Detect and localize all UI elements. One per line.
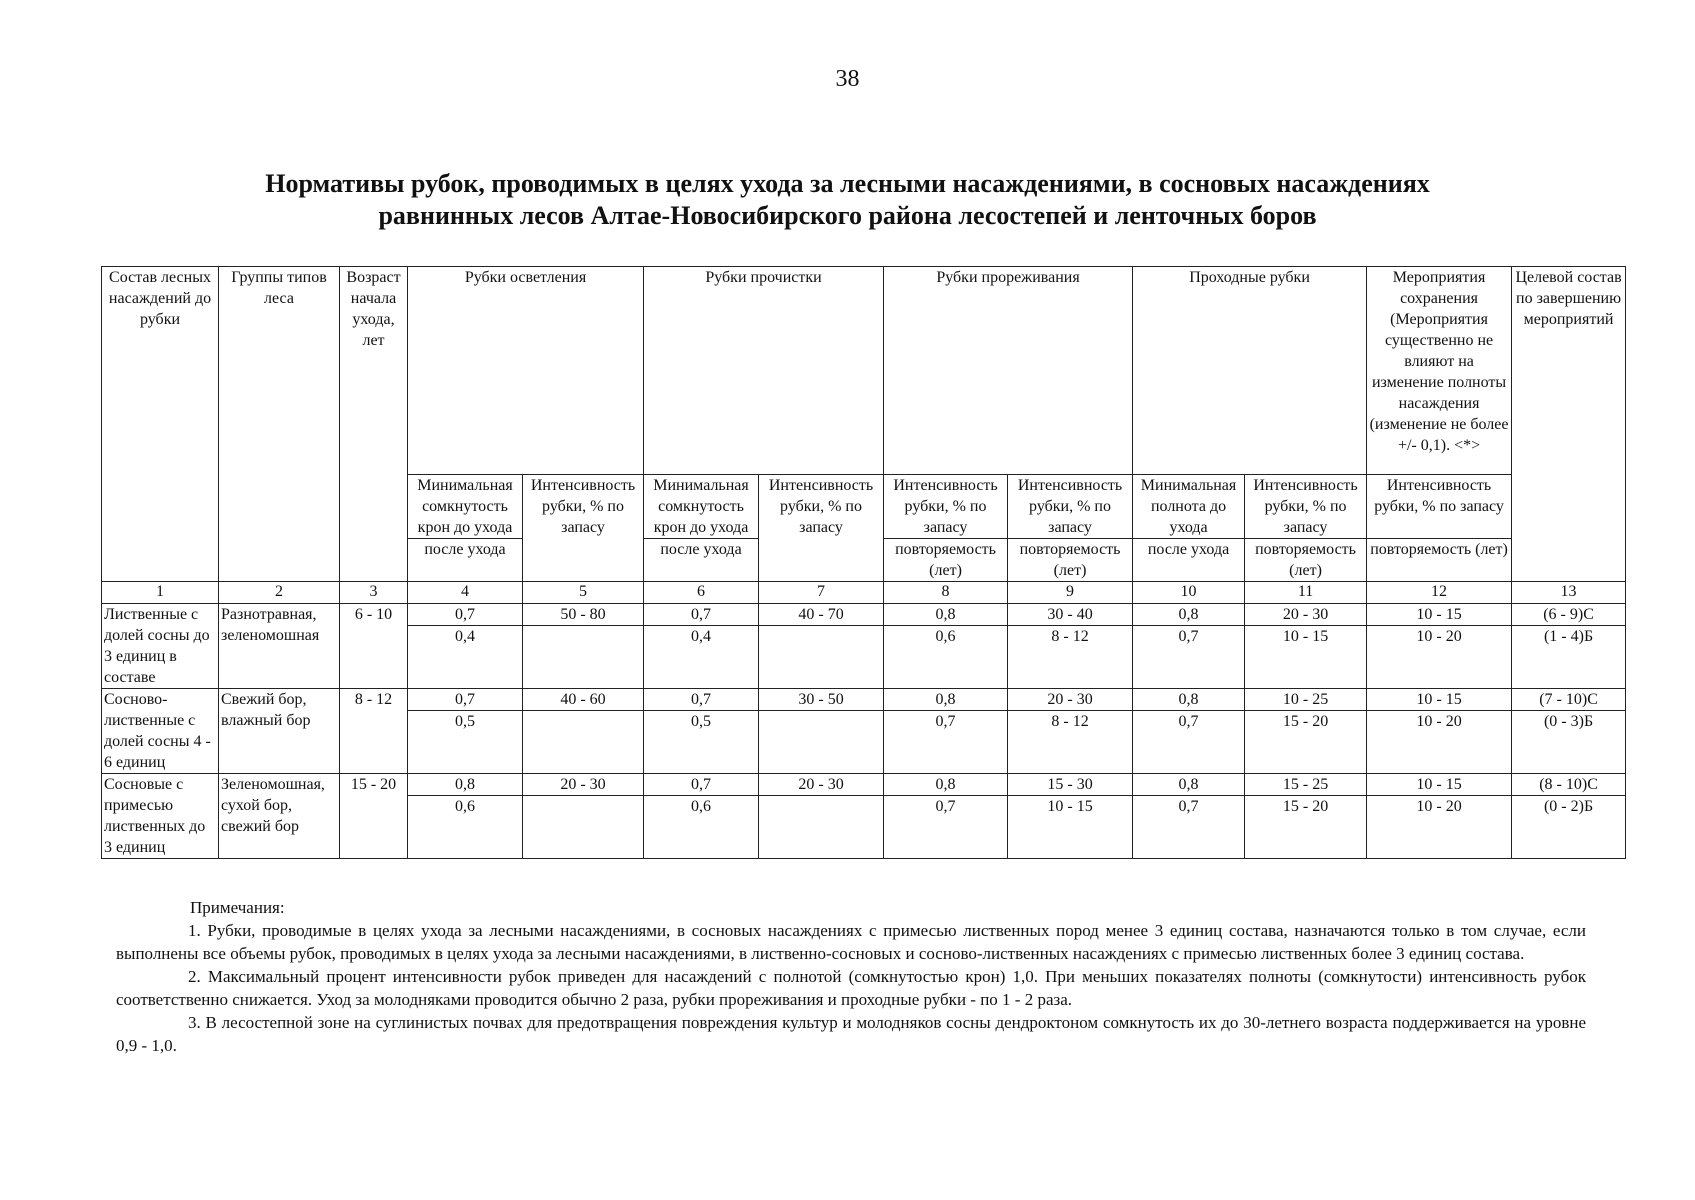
value-cell: 30 - 40 bbox=[1008, 604, 1133, 626]
value-cell: 15 - 25 bbox=[1245, 774, 1367, 796]
header-composition: Состав лесных насаждений до рубки bbox=[102, 267, 219, 582]
title-line-2: равнинных лесов Алтае-Новосибирского района лесостепей и ленточных боров bbox=[378, 201, 1317, 230]
page-number: 38 bbox=[835, 66, 860, 92]
page-title bbox=[100, 168, 1595, 232]
value-cell bbox=[759, 796, 884, 859]
value-cell: 10 - 15 bbox=[1245, 626, 1367, 689]
column-number: 5 bbox=[523, 582, 644, 604]
value-cell: 0,7 bbox=[884, 711, 1008, 774]
age-cell: 8 - 12 bbox=[340, 689, 408, 711]
value-cell: 10 - 15 bbox=[1367, 604, 1512, 626]
header-after-care-2: после ухода bbox=[644, 539, 759, 582]
composition-cell: Сосновые с примесью лиственных до 3 единиц bbox=[102, 774, 219, 859]
column-number: 6 bbox=[644, 582, 759, 604]
column-number: 12 bbox=[1367, 582, 1512, 604]
header-intensity-3: Интенсивность рубки, % по запасу bbox=[884, 475, 1008, 539]
composition-cell: Лиственные с долей сосны до 3 единиц в составе bbox=[102, 604, 219, 689]
column-number: 8 bbox=[884, 582, 1008, 604]
value-cell: 10 - 15 bbox=[1367, 774, 1512, 796]
target-cell: (8 - 10)С bbox=[1512, 774, 1626, 796]
value-cell: 0,7 bbox=[644, 604, 759, 626]
age-cell: 6 - 10 bbox=[340, 604, 408, 626]
value-cell: 40 - 60 bbox=[523, 689, 644, 711]
value-cell: 0,8 bbox=[1133, 604, 1245, 626]
value-cell: 0,5 bbox=[644, 711, 759, 774]
header-thinning: Рубки прореживания bbox=[884, 267, 1133, 475]
value-cell: 15 - 20 bbox=[1245, 711, 1367, 774]
target-cell: (0 - 3)Б bbox=[1512, 711, 1626, 774]
column-number: 1 bbox=[102, 582, 219, 604]
value-cell: 10 - 20 bbox=[1367, 711, 1512, 774]
value-cell: 0,7 bbox=[408, 604, 523, 626]
header-row-1 bbox=[102, 267, 1626, 475]
target-cell: (0 - 2)Б bbox=[1512, 796, 1626, 859]
value-cell: 30 - 50 bbox=[759, 689, 884, 711]
value-cell bbox=[523, 626, 644, 689]
header-min-crown-2: Минимальная сомкнутость крон до ухода bbox=[644, 475, 759, 539]
header-passage: Проходные рубки bbox=[1133, 267, 1367, 475]
value-cell: 8 - 12 bbox=[1008, 626, 1133, 689]
age-cell-empty bbox=[340, 626, 408, 689]
value-cell: 0,6 bbox=[644, 796, 759, 859]
target-cell: (6 - 9)С bbox=[1512, 604, 1626, 626]
table-row bbox=[102, 689, 1626, 711]
value-cell: 0,7 bbox=[1133, 626, 1245, 689]
value-cell bbox=[523, 711, 644, 774]
notes-section bbox=[116, 896, 1586, 1057]
value-cell: 0,4 bbox=[644, 626, 759, 689]
header-start-age: Возраст начала ухода, лет bbox=[340, 267, 408, 582]
column-number-row bbox=[102, 582, 1626, 604]
norms-table bbox=[101, 266, 1626, 859]
header-intensity-4: Интенсивность рубки, % по запасу bbox=[1008, 475, 1133, 539]
age-cell-empty bbox=[340, 711, 408, 774]
header-min-density: Минимальная полнота до ухода bbox=[1133, 475, 1245, 539]
column-number: 13 bbox=[1512, 582, 1626, 604]
header-clarification: Рубки осветления bbox=[408, 267, 644, 475]
value-cell: 0,8 bbox=[884, 604, 1008, 626]
forest-type-cell: Зеленомошная, сухой бор, свежий бор bbox=[219, 774, 340, 859]
value-cell: 0,8 bbox=[408, 774, 523, 796]
value-cell: 0,6 bbox=[408, 796, 523, 859]
value-cell: 0,7 bbox=[884, 796, 1008, 859]
value-cell: 20 - 30 bbox=[1245, 604, 1367, 626]
column-number: 4 bbox=[408, 582, 523, 604]
column-number: 2 bbox=[219, 582, 340, 604]
header-cleaning: Рубки прочистки bbox=[644, 267, 884, 475]
header-min-crown-1: Минимальная сомкнутость крон до ухода bbox=[408, 475, 523, 539]
header-repeat-2: повторяемость (лет) bbox=[1008, 539, 1133, 582]
target-cell: (7 - 10)С bbox=[1512, 689, 1626, 711]
column-number: 11 bbox=[1245, 582, 1367, 604]
header-intensity-1: Интенсивность рубки, % по запасу bbox=[523, 475, 644, 582]
value-cell: 20 - 30 bbox=[1008, 689, 1133, 711]
value-cell: 50 - 80 bbox=[523, 604, 644, 626]
header-repeat-3: повторяемость (лет) bbox=[1245, 539, 1367, 582]
value-cell: 15 - 30 bbox=[1008, 774, 1133, 796]
column-number: 3 bbox=[340, 582, 408, 604]
value-cell: 10 - 15 bbox=[1367, 689, 1512, 711]
value-cell: 0,7 bbox=[1133, 711, 1245, 774]
value-cell bbox=[759, 711, 884, 774]
value-cell: 10 - 15 bbox=[1008, 796, 1133, 859]
composition-cell: Сосново-лиственные с долей сосны 4 - 6 единиц bbox=[102, 689, 219, 774]
value-cell: 40 - 70 bbox=[759, 604, 884, 626]
value-cell: 15 - 20 bbox=[1245, 796, 1367, 859]
value-cell bbox=[759, 626, 884, 689]
table-row bbox=[102, 774, 1626, 796]
column-number: 7 bbox=[759, 582, 884, 604]
column-number: 9 bbox=[1008, 582, 1133, 604]
note-2: 2. Максимальный процент интенсивности рубок приведен для насаждений с полнотой (сомкнутостью крон) 1,0. При меньших показателях полноты (сомкнутости) интенсивность рубок соответственно снижается. Уход за молодняками проводится обычно 2 раза, рубки прореживания и проходные рубки - по 1 - 2 раза. bbox=[116, 967, 1586, 1009]
value-cell: 0,4 bbox=[408, 626, 523, 689]
header-forest-groups: Группы типов леса bbox=[219, 267, 340, 582]
value-cell: 10 - 20 bbox=[1367, 626, 1512, 689]
notes-heading: Примечания: bbox=[190, 898, 285, 917]
header-repeat-1: повторяемость (лет) bbox=[884, 539, 1008, 582]
value-cell: 0,8 bbox=[884, 689, 1008, 711]
value-cell: 10 - 25 bbox=[1245, 689, 1367, 711]
value-cell: 10 - 20 bbox=[1367, 796, 1512, 859]
value-cell: 8 - 12 bbox=[1008, 711, 1133, 774]
value-cell: 20 - 30 bbox=[759, 774, 884, 796]
value-cell: 0,6 bbox=[884, 626, 1008, 689]
value-cell: 0,7 bbox=[644, 689, 759, 711]
title-line-1: Нормативы рубок, проводимых в целях ухода за лесными насаждениями, в сосновых насаждениях bbox=[265, 169, 1430, 198]
forest-type-cell: Разнотравная, зеленомошная bbox=[219, 604, 340, 689]
header-intensity-6: Интенсивность рубки, % по запасу bbox=[1367, 475, 1512, 539]
age-cell: 15 - 20 bbox=[340, 774, 408, 796]
value-cell: 0,7 bbox=[644, 774, 759, 796]
header-after-care-3: после ухода bbox=[1133, 539, 1245, 582]
column-number: 10 bbox=[1133, 582, 1245, 604]
value-cell: 0,8 bbox=[1133, 689, 1245, 711]
note-3: 3. В лесостепной зоне на суглинистых почвах для предотвращения повреждения культур и молодняков сосны дендроктоном сомкнутость их до 30-летнего возраста поддерживается на уровне 0,9 - 1,0. bbox=[116, 1013, 1586, 1055]
value-cell: 20 - 30 bbox=[523, 774, 644, 796]
value-cell: 0,5 bbox=[408, 711, 523, 774]
header-intensity-5: Интенсивность рубки, % по запасу bbox=[1245, 475, 1367, 539]
value-cell: 0,7 bbox=[1133, 796, 1245, 859]
header-intensity-2: Интенсивность рубки, % по запасу bbox=[759, 475, 884, 582]
header-repeat-4: повторяемость (лет) bbox=[1367, 539, 1512, 582]
note-1: 1. Рубки, проводимые в целях ухода за лесными насаждениями, в сосновых насаждениях с примесью лиственных пород менее 3 единиц состава, назначаются только в том случае, если выполнены все объемы рубок, проводимых в целях ухода за лесными насаждениями, в лиственно-сосновых и сосново-лиственных насаждениях с примесью лиственных более 3 единиц состава. bbox=[116, 921, 1586, 963]
value-cell: 0,8 bbox=[884, 774, 1008, 796]
age-cell-empty bbox=[340, 796, 408, 859]
table-row bbox=[102, 604, 1626, 626]
target-cell: (1 - 4)Б bbox=[1512, 626, 1626, 689]
header-after-care-1: после ухода bbox=[408, 539, 523, 582]
header-preservation: Мероприятия сохранения (Мероприятия существенно не влияют на изменение полноты насаждения (изменение не более +/- 0,1). <*> bbox=[1367, 267, 1512, 475]
header-target: Целевой состав по завершению мероприятий bbox=[1512, 267, 1626, 582]
value-cell: 0,7 bbox=[408, 689, 523, 711]
value-cell: 0,8 bbox=[1133, 774, 1245, 796]
value-cell bbox=[523, 796, 644, 859]
forest-type-cell: Свежий бор, влажный бор bbox=[219, 689, 340, 774]
